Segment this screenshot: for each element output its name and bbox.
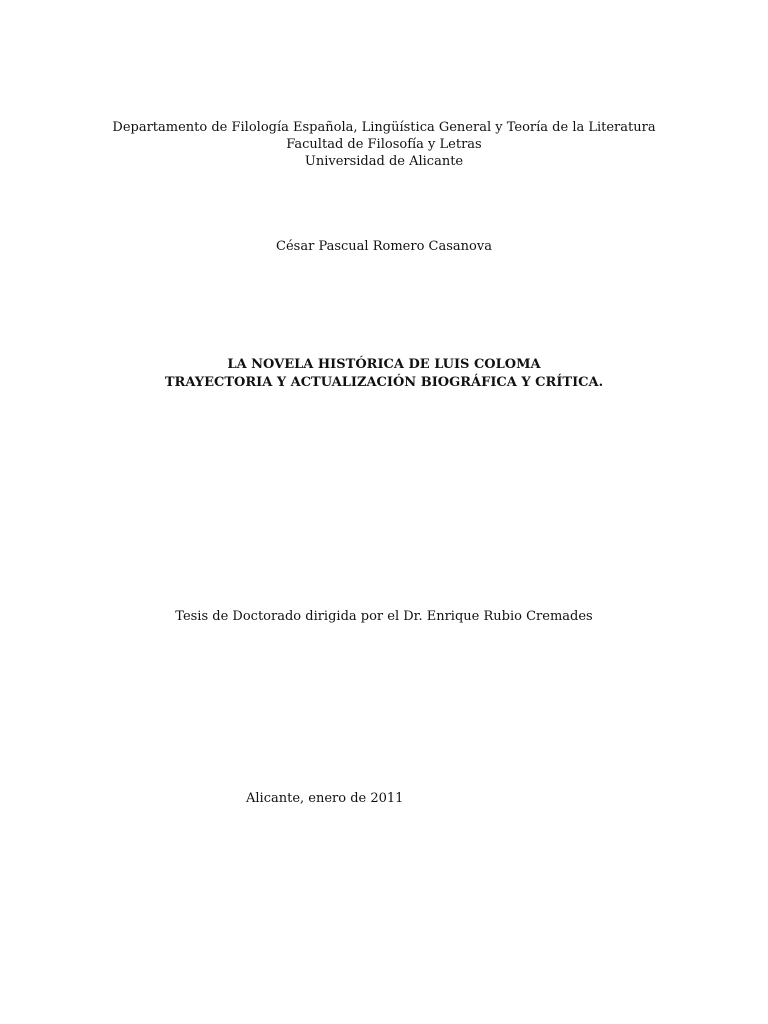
thesis-title — [0, 356, 768, 392]
department-name: Departamento de Filología Española, Lingüística General y Teoría de la Literatura — [112, 120, 656, 135]
place-and-date: Alicante, enero de 2011 — [246, 791, 404, 806]
thesis-title-line-1: LA NOVELA HISTÓRICA DE LUIS COLOMA — [227, 357, 541, 372]
faculty-name: Facultad de Filosofía y Letras — [286, 137, 482, 152]
author-block — [0, 238, 768, 255]
university-name: Universidad de Alicante — [304, 154, 464, 169]
author-name: César Pascual Romero Casanova — [276, 239, 492, 254]
supervisor-statement: Tesis de Doctorado dirigida por el Dr. Enrique Rubio Cremades — [175, 609, 593, 624]
affiliation-block — [0, 119, 768, 170]
thesis-title-line-2: TRAYECTORIA Y ACTUALIZACIÓN BIOGRÁFICA Y CRÍTICA. — [164, 375, 604, 390]
supervisor-block — [0, 608, 768, 625]
